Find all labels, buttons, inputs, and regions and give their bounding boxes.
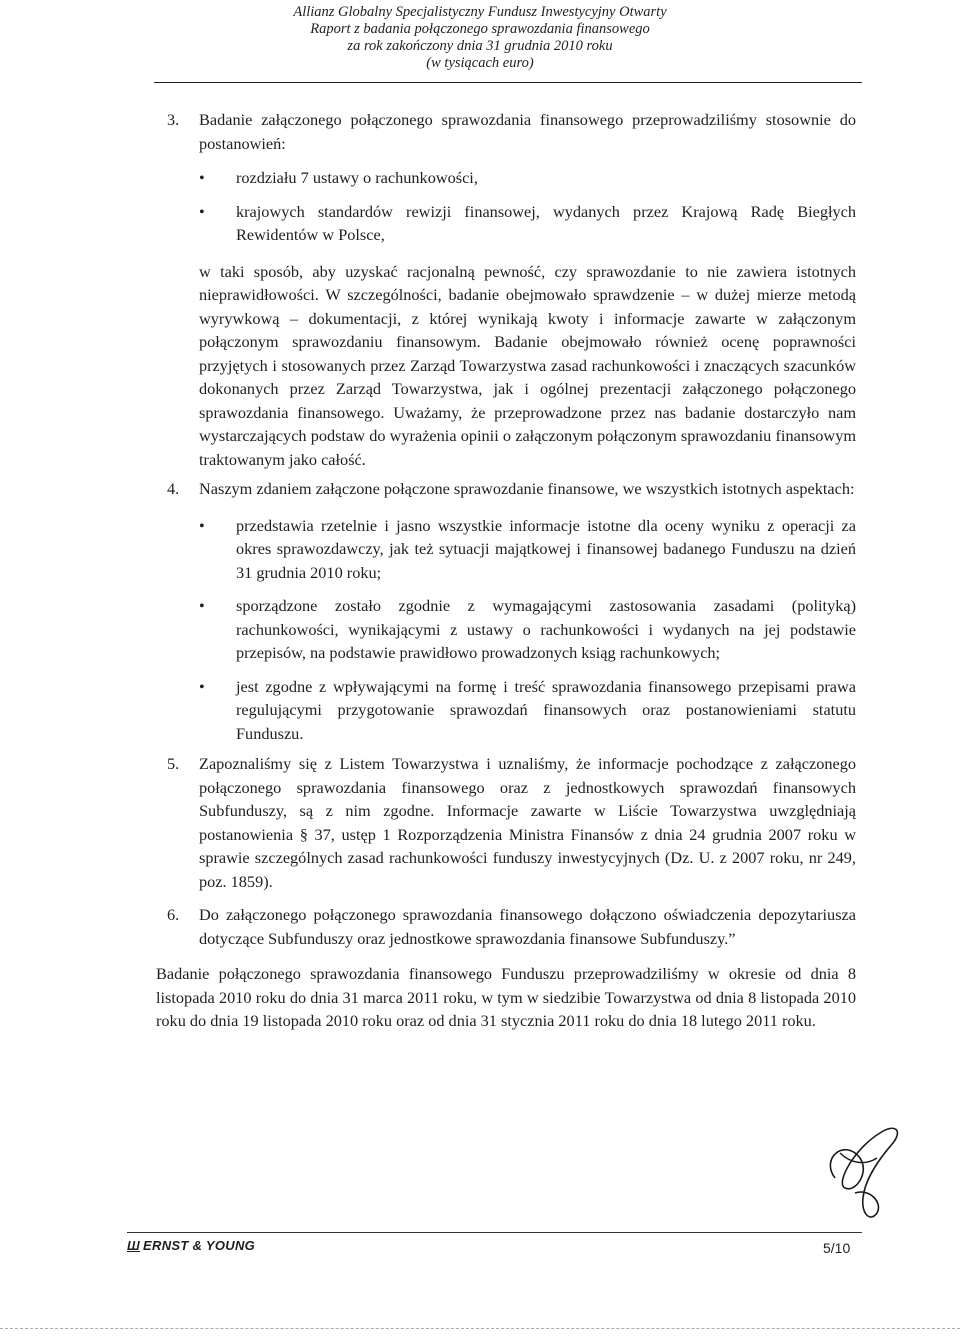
page-number: 5/10 xyxy=(823,1240,851,1256)
section-6 xyxy=(156,903,856,950)
list-item xyxy=(199,675,856,746)
list-item-text: sporządzone zostało zgodnie z wymagającymi zastosowania zasadami (polityką) rachunkowości, wynikającymi z ustawy o rachunkowości i wydanych na jej podstawie przepisów, na podstawie prawidłowo prowadzonych ksiąg rachunkowych; xyxy=(236,596,856,662)
list-item-text: przedstawia rzetelnie i jasno wszystkie informacje istotne dla oceny wyniku z operacji za okres sprawozdawczy, jak też sytuacji majątkowej i finansowej badanego Funduszu na dzień 31 grudnia 2010 roku; xyxy=(236,515,856,582)
list-item-text: jest zgodne z wpływającymi na formę i treść sprawozdania finansowego przepisami prawa regulującymi przygotowanie sprawozdań finansowych oraz postanowieniami statutu Funduszu. xyxy=(236,676,856,743)
bullet-icon: • xyxy=(199,201,205,221)
section-3 xyxy=(156,108,856,471)
section-5 xyxy=(156,752,856,893)
list-item-text: rozdziału 7 ustawy o rachunkowości, xyxy=(236,168,478,187)
section-number: 3. xyxy=(167,110,180,129)
section-number: 5. xyxy=(167,754,180,773)
list-item xyxy=(199,166,856,190)
section-body: Do załączonego połączonego sprawozdania finansowego dołączono oświadczenia depozytariusza dotyczące Subfunduszy oraz jednostkowe sprawozdania finansowe Subfunduszy.” xyxy=(199,905,856,948)
bullet-icon: • xyxy=(199,596,205,615)
section-number: 4. xyxy=(167,479,180,498)
list-item xyxy=(199,594,856,665)
bullet-list xyxy=(199,166,856,247)
bullet-icon: • xyxy=(199,168,205,187)
footer-divider xyxy=(127,1232,862,1233)
list-item-text: krajowych standardów rewizji finansowej, wydanych przez Krajową Radę Biegłych Rewidentów w Polsce, xyxy=(236,201,856,244)
bullet-icon: • xyxy=(199,515,205,535)
ernst-young-logo xyxy=(127,1238,255,1253)
logo-text: ERNST & YOUNG xyxy=(143,1238,256,1253)
page-header xyxy=(0,4,960,72)
section-4 xyxy=(156,477,856,745)
document-body xyxy=(156,108,856,1033)
scan-edge-divider xyxy=(0,1328,960,1329)
header-fund-name: Allianz Globalny Specjalistyczny Fundusz Inwestycyjny Otwarty xyxy=(293,4,667,20)
header-period: za rok zakończony dnia 31 grudnia 2010 roku xyxy=(347,38,613,54)
closing-paragraph: Badanie połączonego sprawozdania finansowego Funduszu przeprowadziliśmy w okresie od dnia 8 listopada 2010 roku do dnia 31 marca 2011 roku, w tym w siedzibie Towarzystwa od dnia 8 listopada 2010 roku do dnia 19 listopada 2010 roku oraz od dnia 31 stycznia 2011 roku do dnia 18 lutego 2011 roku. xyxy=(156,964,856,1030)
logo-mark-icon: Ш xyxy=(127,1238,141,1253)
list-item xyxy=(199,200,856,247)
section-body: w taki sposób, aby uzyskać racjonalną pewność, czy sprawozdanie to nie zawiera istotnych nieprawidłowości. W szczególności, badanie obejmowało sprawdzenie – w dużej mierze metodą wyrywkową – dokumentacji, z której wynikają kwoty i informacje zawarte w załączonym połączonym sprawozdaniu finansowym. Badanie obejmowało również ocenę poprawności przyjętych i stosowanych przez Zarząd Towarzystwa zasad rachunkowości i znaczących szacunków dokonanych przez Zarząd Towarzystwa, jak i ogólnej prezentacji załączonego połączonego sprawozdania finansowego. Uważamy, że przeprowadzone przez nas badanie dostarczyło nam wystarczających podstaw do wyrażenia opinii o załączonym połączonym sprawozdaniu finansowym traktowanym jako całość. xyxy=(199,261,856,469)
section-number: 6. xyxy=(167,905,180,924)
list-item xyxy=(199,514,856,585)
signature-image xyxy=(815,1118,905,1228)
section-body: Zapoznaliśmy się z Listem Towarzystwa i uznaliśmy, że informacje pochodzące z załączonego połączonego sprawozdania finansowego oraz z jednostkowych sprawozdań finansowych Subfunduszy, są z nim zgodne. Informacje zawarte w Liście Towarzystwa uwzględniają postanowienia § 37, ustęp 1 Rozporządzenia Ministra Finansów z dnia 24 grudnia 2007 roku w sprawie szczególnych zasad rachunkowości funduszy inwestycyjnych (Dz. U. z 2007 roku, nr 249, poz. 1859). xyxy=(199,754,856,891)
section-intro: Naszym zdaniem załączone połączone sprawozdanie finansowe, we wszystkich istotnych aspektach: xyxy=(199,479,855,498)
bullet-list xyxy=(199,514,856,746)
header-divider xyxy=(154,82,862,83)
header-report-title: Raport z badania połączonego sprawozdania finansowego xyxy=(310,21,650,37)
bullet-icon: • xyxy=(199,676,205,696)
header-currency: (w tysiącach euro) xyxy=(426,55,534,71)
section-intro: Badanie załączonego połączonego sprawozdania finansowego przeprowadziliśmy stosownie do postanowień: xyxy=(199,110,856,153)
